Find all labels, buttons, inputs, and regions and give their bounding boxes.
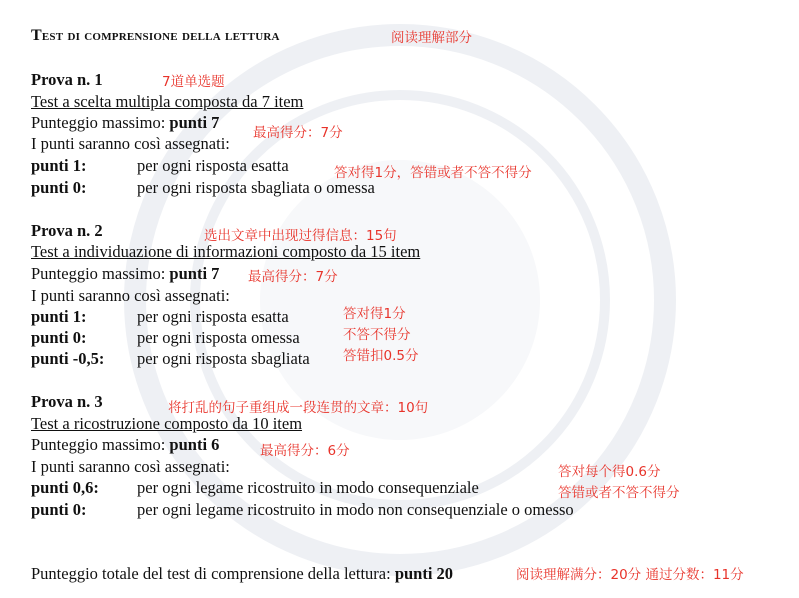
prova-2-row-1-desc: per ogni risposta esatta bbox=[137, 307, 289, 326]
prova-1-assign: I punti saranno così assegnati: bbox=[31, 134, 230, 153]
prova-3-heading: Prova n. 3 bbox=[31, 392, 103, 411]
document-title: Test di comprensione della lettura bbox=[31, 27, 280, 44]
prova-2-row-3-annotation: 答错扣0.5分 bbox=[343, 348, 419, 364]
prova-2-row-2-annotation: 不答不得分 bbox=[343, 327, 411, 343]
prova-3-assign: I punti saranno così assegnati: bbox=[31, 457, 230, 476]
prova-1-rows-annotation: 答对得1分，答错或者不答不得分 bbox=[334, 165, 532, 181]
prova-3-max: Punteggio massimo: punti 6 bbox=[31, 435, 220, 454]
prova-3-row-2-desc: per ogni legame ricostruito in modo non consequenziale o omesso bbox=[137, 500, 574, 519]
prova-3-row-1-points: punti 0,6: bbox=[31, 478, 99, 497]
prova-2-max: Punteggio massimo: punti 7 bbox=[31, 264, 220, 283]
prova-2-heading: Prova n. 2 bbox=[31, 221, 103, 240]
prova-2-annotation: 选出文章中出现过得信息：15句 bbox=[204, 228, 397, 244]
prova-1-annotation: 7道单选题 bbox=[162, 74, 225, 90]
prova-1-subtitle: Test a scelta multipla composta da 7 item bbox=[31, 92, 304, 111]
prova-1-heading: Prova n. 1 bbox=[31, 70, 103, 89]
prova-3-max-annotation: 最高得分：6分 bbox=[260, 443, 350, 459]
prova-2-row-1-points: punti 1: bbox=[31, 307, 87, 326]
prova-2-row-2-desc: per ogni risposta omessa bbox=[137, 328, 300, 347]
title-annotation: 阅读理解部分 bbox=[391, 30, 472, 46]
prova-1-max-annotation: 最高得分：7分 bbox=[253, 125, 343, 141]
prova-2-max-annotation: 最高得分：7分 bbox=[248, 269, 338, 285]
prova-2-subtitle: Test a individuazione di informazioni composto da 15 item bbox=[31, 242, 421, 261]
prova-1-row-1-points: punti 1: bbox=[31, 156, 87, 175]
prova-1-row-1-desc: per ogni risposta esatta bbox=[137, 156, 289, 175]
total-score: Punteggio totale del test di comprensione della lettura: punti 20 bbox=[31, 564, 454, 583]
prova-2-row-2-points: punti 0: bbox=[31, 328, 87, 347]
prova-3-rows-annotation-1: 答对每个得0.6分 bbox=[558, 464, 661, 480]
prova-3-subtitle: Test a ricostruzione composto da 10 item bbox=[31, 414, 303, 433]
prova-3-rows-annotation-2: 答错或者不答不得分 bbox=[558, 485, 680, 501]
prova-2-row-3-desc: per ogni risposta sbagliata bbox=[137, 349, 310, 368]
prova-1-row-2-points: punti 0: bbox=[31, 178, 87, 197]
prova-2-assign: I punti saranno così assegnati: bbox=[31, 286, 230, 305]
prova-1-max: Punteggio massimo: punti 7 bbox=[31, 113, 220, 132]
prova-1-row-2-desc: per ogni risposta sbagliata o omessa bbox=[137, 178, 375, 197]
prova-2-row-3-points: punti -0,5: bbox=[31, 349, 105, 368]
total-annotation: 阅读理解满分：20分 通过分数：11分 bbox=[516, 567, 744, 583]
prova-3-row-1-desc: per ogni legame ricostruito in modo consequenziale bbox=[137, 478, 479, 497]
prova-3-row-2-points: punti 0: bbox=[31, 500, 87, 519]
prova-3-annotation: 将打乱的句子重组成一段连贯的文章：10句 bbox=[168, 400, 429, 416]
prova-2-row-1-annotation: 答对得1分 bbox=[343, 306, 406, 322]
